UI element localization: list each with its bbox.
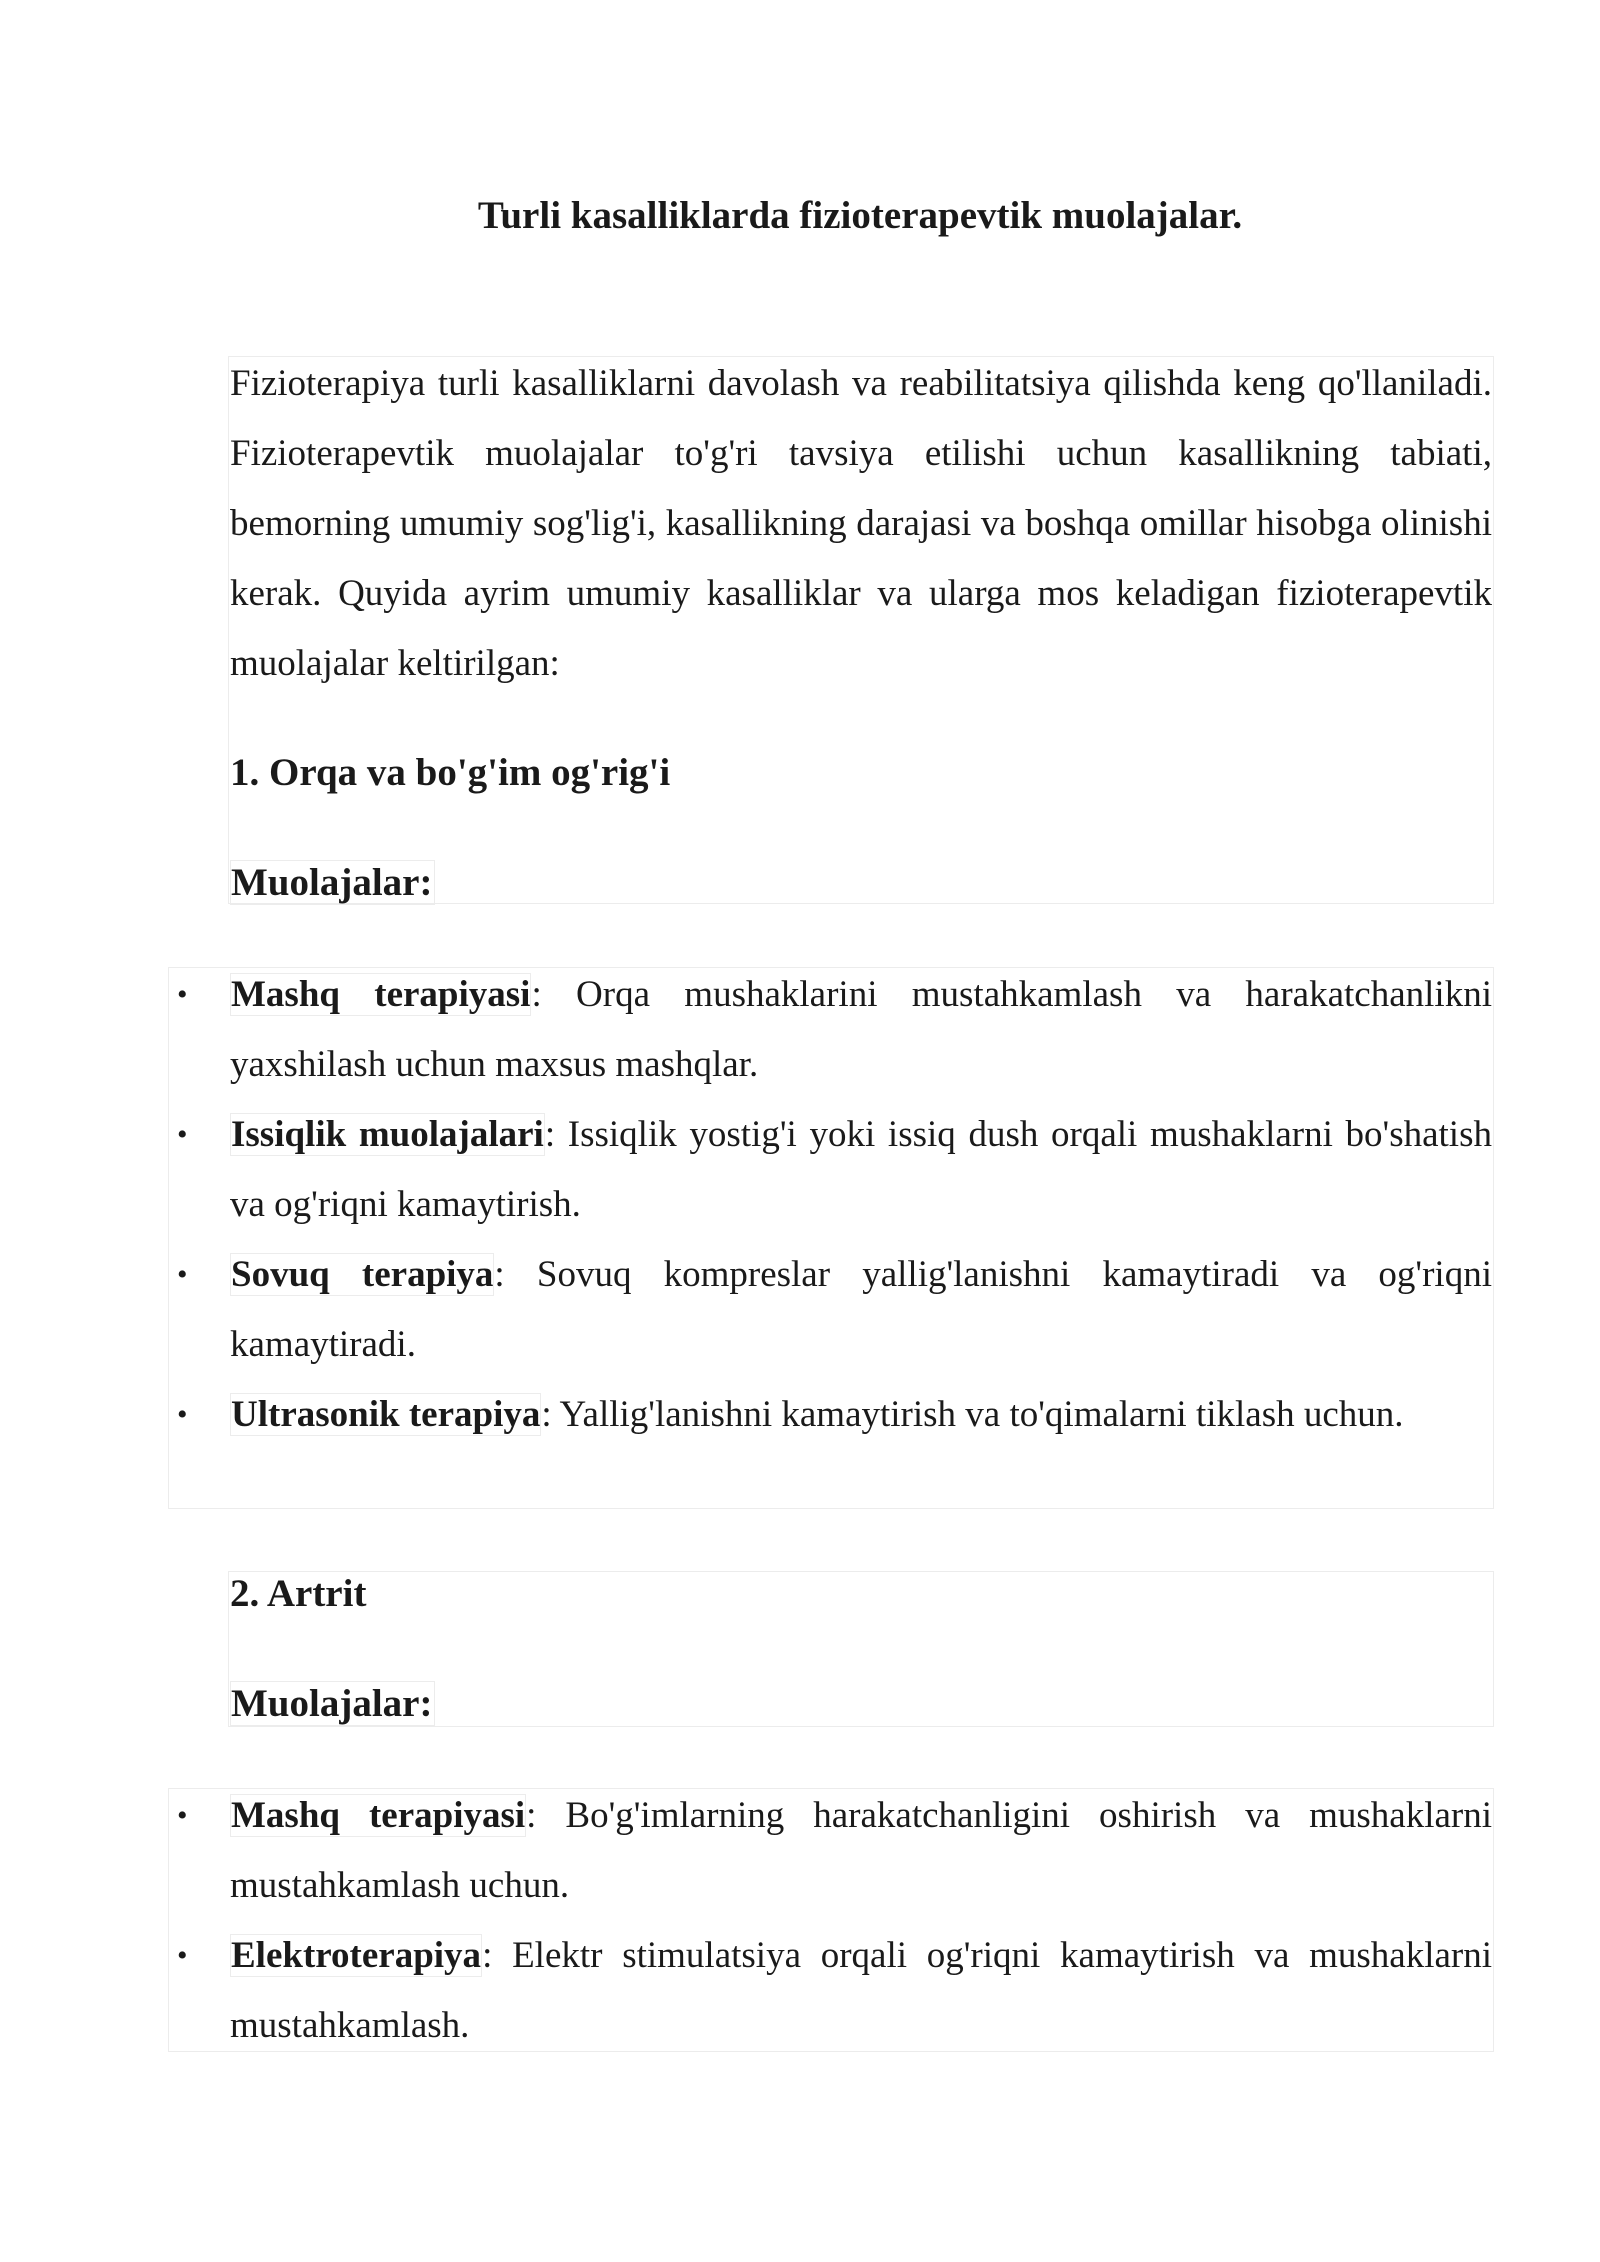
item-term: Mashq terapiyasi xyxy=(231,974,531,1015)
bullet-icon: • xyxy=(177,1939,188,1972)
list-item xyxy=(177,1380,1492,1450)
item-term: Issiqlik muolajalari xyxy=(231,1114,544,1155)
item-text: : Orqa mushaklarini mustahkamlash va harakatchanlikni yaxshilash uchun maxsus mashqlar. xyxy=(230,974,1492,1085)
item-term: Elektroterapiya xyxy=(231,1935,482,1976)
bullet-icon: • xyxy=(177,978,188,1011)
bullet-icon: • xyxy=(177,1258,188,1291)
item-term: Ultrasonik terapiya xyxy=(231,1394,541,1435)
bullet-icon: • xyxy=(177,1398,188,1431)
document-title: Turli kasalliklarda fizioterapevtik muolajalar. xyxy=(477,194,1243,237)
section-1-subheading xyxy=(230,855,435,911)
list-item xyxy=(177,1100,1492,1240)
section-1-heading: 1. Orqa va bo'g'im og'rig'i xyxy=(230,751,671,794)
section-2-subheading-label: Muolajalar: xyxy=(230,1681,435,1726)
item-text: : Yallig'lanishni kamaytirish va to'qimalarni tiklash uchun. xyxy=(541,1394,1404,1435)
section-2-list xyxy=(177,1781,1492,2061)
item-term: Mashq terapiyasi xyxy=(231,1795,526,1836)
item-text: : Bo'g'imlarning harakatchanligini oshirish va mushaklarni mustahkamlash uchun. xyxy=(230,1795,1492,1906)
list-item xyxy=(177,960,1492,1100)
item-term: Sovuq terapiya xyxy=(231,1254,494,1295)
section-2-heading: 2. Artrit xyxy=(230,1572,367,1615)
list-item xyxy=(177,1921,1492,2061)
item-text: : Elektr stimulatsiya orqali og'riqni kamaytirish va mushaklarni mustahkamlash. xyxy=(230,1935,1492,2046)
bullet-icon: • xyxy=(177,1799,188,1832)
section-1-subheading-label: Muolajalar: xyxy=(230,860,435,905)
item-text: : Sovuq kompreslar yallig'lanishni kamaytiradi va og'riqni kamaytiradi. xyxy=(230,1254,1492,1365)
list-item xyxy=(177,1240,1492,1380)
section-2-subheading xyxy=(230,1676,435,1732)
document-title-wrap xyxy=(0,192,1600,240)
item-text: : Issiqlik yostig'i yoki issiq dush orqali mushaklarni bo'shatish va og'riqni kamaytirish. xyxy=(230,1114,1492,1225)
bullet-icon: • xyxy=(177,1118,188,1151)
section-1-list xyxy=(177,960,1492,1450)
intro-paragraph: Fizioterapiya turli kasalliklarni davolash va reabilitatsiya qilishda keng qo'llaniladi. Fizioterapevtik muolajalar to'g'ri tavsiya etilishi uchun kasallikning tabiati, bemorning umumiy sog'lig'i, kasallikning darajasi va boshqa omillar hisobga olinishi kerak. Quyida ayrim umumiy kasalliklar va ularga mos keladigan fizioterapevtik muolajalar keltirilgan: xyxy=(230,363,1492,684)
list-item xyxy=(177,1781,1492,1921)
